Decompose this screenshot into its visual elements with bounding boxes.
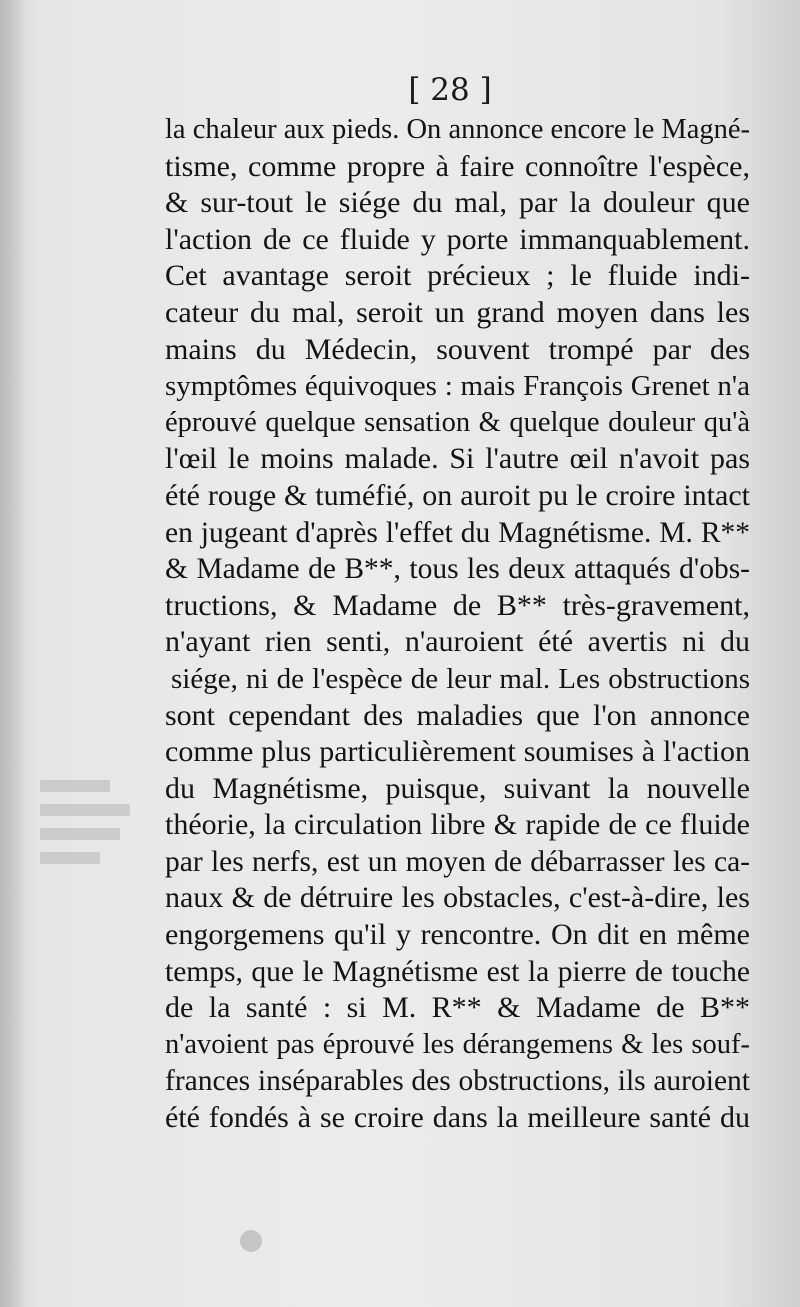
ink-smudge <box>240 1230 262 1252</box>
text-line: tisme, comme propre à faire connoître l'espèce, <box>165 149 750 183</box>
text-line: engorgemens qu'il y rencontre. On dit en même <box>165 918 750 952</box>
text-line: été fondés à se croire dans la meilleure santé du <box>165 1101 750 1135</box>
text-line: tructions, & Madame de B** très-gravement, <box>165 588 750 622</box>
show-through-marginalia <box>40 780 140 890</box>
text-line: mains du Médecin, souvent trompé par des <box>165 332 750 366</box>
text-line: & Madame de B**, tous les deux attaqués d'obs- <box>165 553 750 586</box>
page-number: [ 28 ] <box>408 72 492 108</box>
text-line: l'œil le moins malade. Si l'autre œil n'avoit pas <box>165 442 750 476</box>
text-line: été rouge & tuméfié, on auroit pu le croire intact <box>165 478 750 512</box>
text-line: symptômes équivoques : mais François Grenet n'a <box>165 370 750 403</box>
text-line: éprouvé quelque sensation & quelque douleur qu'à <box>165 406 750 438</box>
page-gutter-shadow <box>0 0 26 1307</box>
text-line: n'avoient pas éprouvé les dérangemens & les souf- <box>165 1028 750 1060</box>
text-line: de la santé : si M. R** & Madame de B** <box>165 991 750 1025</box>
text-line: l'action de ce fluide y porte immanquablement. <box>165 222 750 256</box>
text-line: naux & de détruire les obstacles, c'est-à-dire, les <box>165 881 750 915</box>
text-line: en jugeant d'après l'effet du Magnétisme. M. R** <box>165 516 750 549</box>
text-line: la chaleur aux pieds. On annonce encore le Magné- <box>165 114 750 145</box>
text-line: sont cependant des maladies que l'on annonce <box>165 698 750 732</box>
text-line: temps, que le Magnétisme est la pierre de touche <box>165 955 750 988</box>
text-line: théorie, la circulation libre & rapide de ce fluide <box>165 808 750 842</box>
body-text <box>165 112 750 1137</box>
text-line: comme plus particulièrement soumises à l'action <box>165 735 750 769</box>
text-line: & sur-tout le siége du mal, par la douleur que <box>165 186 750 220</box>
text-line: cateur du mal, seroit un grand moyen dans les <box>165 295 750 329</box>
text-line: siége, ni de l'espèce de leur mal. Les obstructions <box>171 662 750 695</box>
text-line: frances inséparables des obstructions, ils auroient <box>165 1065 750 1098</box>
text-line: du Magnétisme, puisque, suivant la nouvelle <box>165 771 750 805</box>
text-line: par les nerfs, est un moyen de débarrasser les ca- <box>165 845 750 878</box>
text-line: Cet avantage seroit précieux ; le fluide indi- <box>165 259 750 293</box>
text-line: n'ayant rien senti, n'auroient été avertis ni du <box>165 625 750 659</box>
